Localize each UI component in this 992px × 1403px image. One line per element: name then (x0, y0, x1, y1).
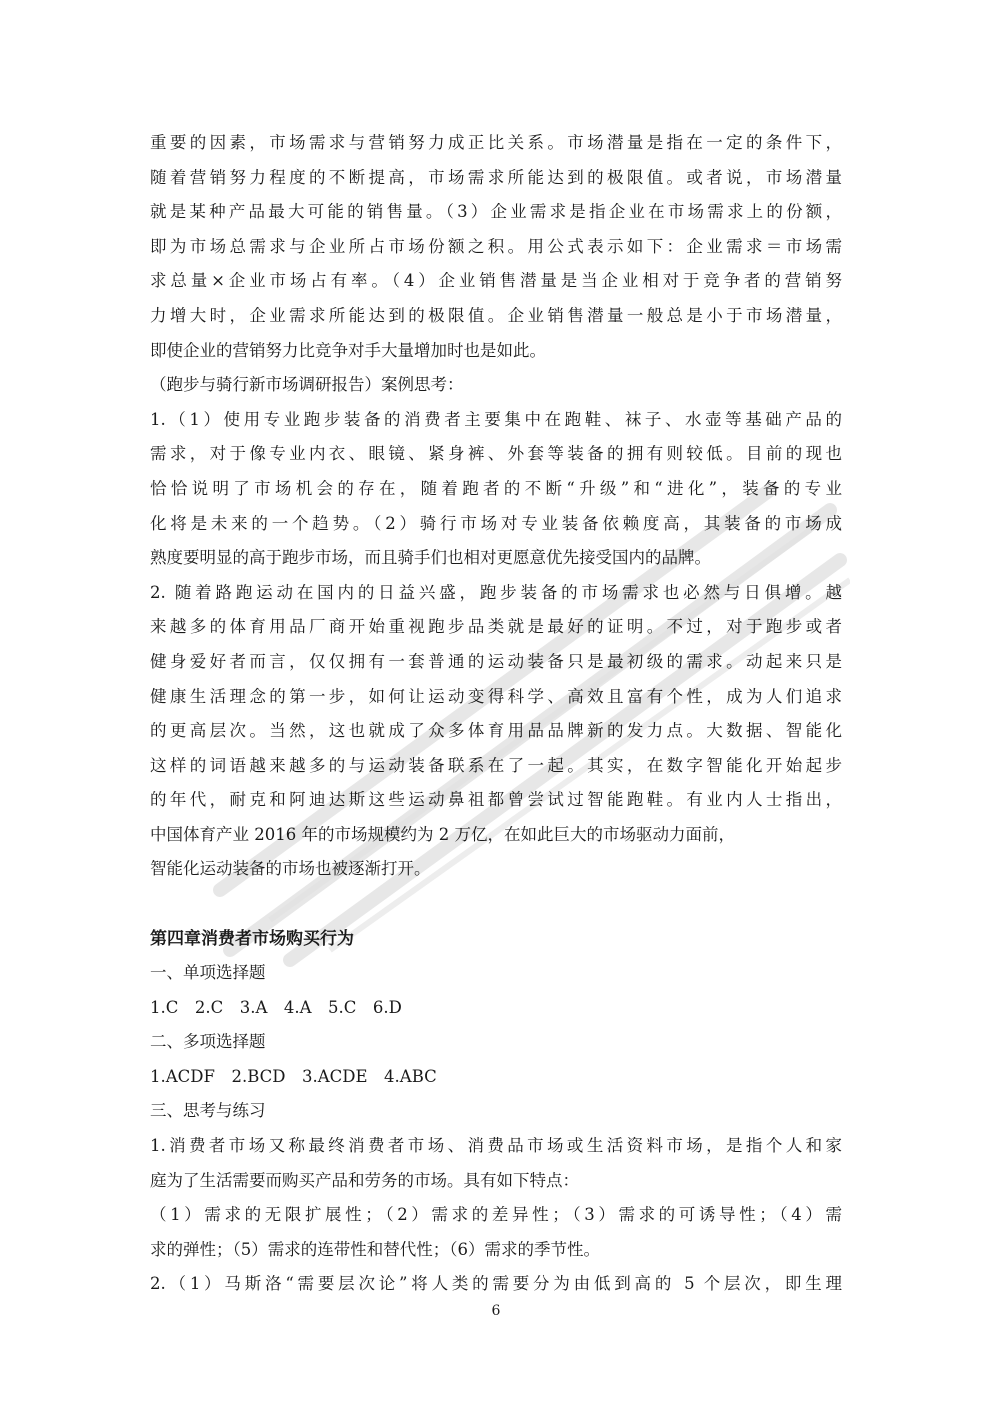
text-line: 需求，对于像专业内衣、眼镜、紧身裤、外套等装备的拥有则较低。目前的现也 (150, 444, 842, 464)
multiple-choice-answers: 1.ACDF 2.BCD 3.ACDE 4.ABC (150, 1066, 437, 1086)
text-line: 智能化运动装备的市场也被逐渐打开。 (150, 859, 431, 879)
text-line: 求的弹性；（5）需求的连带性和替代性；（6）需求的季节性。 (150, 1239, 600, 1259)
case-answer-1 (150, 403, 842, 576)
section-title-single-choice: 一、单项选择题 (150, 963, 266, 983)
text-line: 随着营销努力程度的不断提高，市场需求所能达到的极限值。或者说，市场潜量 (150, 167, 842, 187)
case-title: （跑步与骑行新市场调研报告）案例思考： (150, 375, 464, 395)
text-line: 的年代，耐克和阿迪达斯这些运动鼻祖都曾尝试过智能跑鞋。有业内人士指出， (150, 790, 842, 810)
text-line: 这样的词语越来越多的与运动装备联系在了一起。其实，在数字智能化开始起步 (150, 755, 842, 775)
text-line: 化将是未来的一个趋势。（2）骑行市场对专业装备依赖度高，其装备的市场成 (150, 513, 842, 533)
page-number: 6 (491, 1303, 501, 1319)
text-line: 即为市场总需求与企业所占市场份额之积。用公式表示如下：企业需求＝市场需 (150, 236, 842, 256)
text-line: 2. 随着路跑运动在国内的日益兴盛，跑步装备的市场需求也必然与日俱增。越 (150, 582, 842, 602)
text-line: 的更高层次。当然，这也就成了众多体育用品品牌新的发力点。大数据、智能化 (150, 721, 842, 741)
text-line: 即使企业的营销努力比竞争对手大量增加时也是如此。 (150, 340, 546, 360)
case-answer-2 (150, 576, 842, 887)
spacer (150, 887, 842, 920)
text-line: 中国体育产业 2016 年的市场规模约为 2 万亿，在如此巨大的市场驱动力面前， (150, 824, 735, 844)
section-title-multiple-choice: 二、多项选择题 (150, 1032, 266, 1052)
section-title-exercises: 三、思考与练习 (150, 1101, 266, 1121)
chapter-heading: 第四章消费者市场购买行为 (150, 929, 354, 950)
text-line: 健身爱好者而言，仅仅拥有一套普通的运动装备只是最初级的需求。动起来只是 (150, 651, 842, 671)
text-line: 庭为了生活需要而购买产品和劳务的市场。具有如下特点： (150, 1170, 579, 1190)
text-line: 求总量×企业市场占有率。（4）企业销售潜量是当企业相对于竞争者的营销努 (150, 271, 842, 291)
text-line: 恰恰说明了市场机会的存在，随着跑者的不断“升级”和“进化”，装备的专业 (150, 478, 842, 498)
text-line: 来越多的体育用品厂商开始重视跑步品类就是最好的证明。不过，对于跑步或者 (150, 617, 842, 637)
text-line: 重要的因素，市场需求与营销努力成正比关系。市场潜量是指在一定的条件下， (150, 133, 842, 152)
text-line: 1.消费者市场又称最终消费者市场、消费品市场或生活资料市场，是指个人和家 (150, 1136, 842, 1156)
document-body (150, 126, 842, 1302)
text-line: 就是某种产品最大可能的销售量。（3）企业需求是指企业在市场需求上的份额， (150, 202, 842, 222)
exercise-answers (150, 1129, 842, 1302)
text-line: （1）需求的无限扩展性；（2）需求的差异性；（3）需求的可诱导性；（4）需 (150, 1205, 842, 1225)
single-choice-answers: 1.C 2.C 3.A 4.A 5.C 6.D (150, 997, 402, 1017)
paragraph-market-potential (150, 126, 842, 368)
text-line: 健康生活理念的第一步，如何让运动变得科学、高效且富有个性，成为人们追求 (150, 686, 842, 706)
text-line: 2.（1）马斯洛“需要层次论”将人类的需要分为由低到高的 5 个层次，即生理 (150, 1274, 842, 1294)
text-line: 1.（1）使用专业跑步装备的消费者主要集中在跑鞋、袜子、水壶等基础产品的 (150, 409, 842, 429)
text-line: 熟度要明显的高于跑步市场，而且骑手们也相对更愿意优先接受国内的品牌。 (150, 548, 711, 568)
text-line: 力增大时，企业需求所能达到的极限值。企业销售潜量一般总是小于市场潜量， (150, 305, 842, 325)
